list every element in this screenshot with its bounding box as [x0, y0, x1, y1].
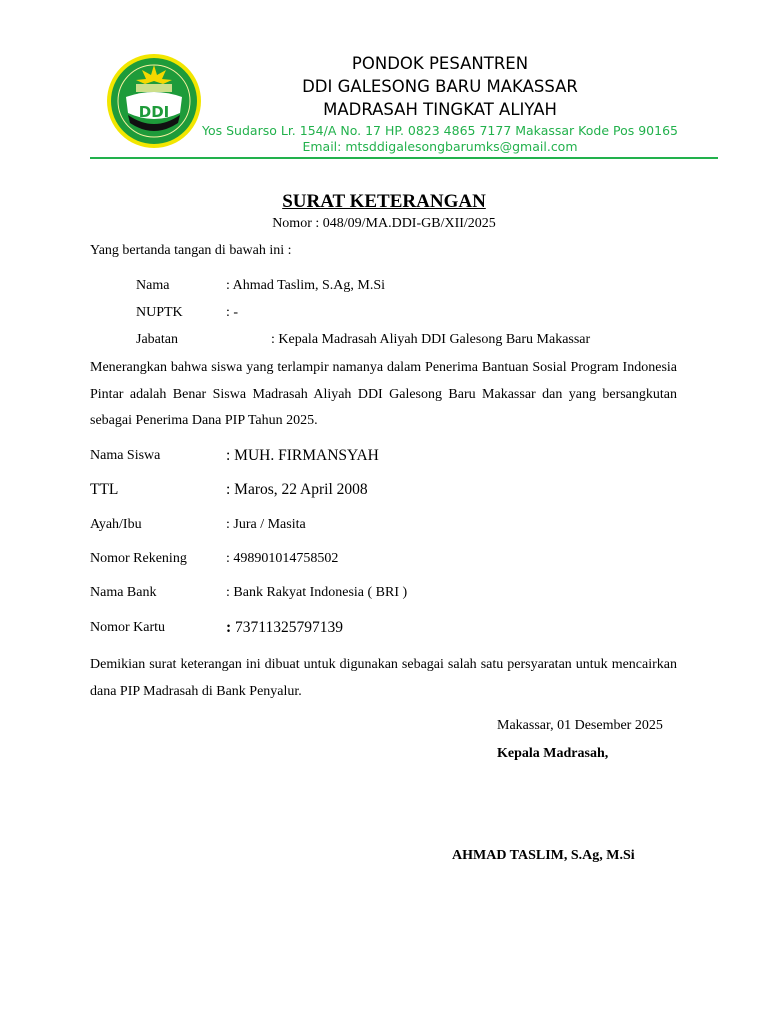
- signer-nuptk-label: NUPTK: [136, 305, 183, 320]
- header-divider: [90, 157, 718, 159]
- letter-number: Nomor : 048/09/MA.DDI-GB/XII/2025: [272, 216, 496, 231]
- signer-name-value: : Ahmad Taslim, S.Ag, M.Si: [226, 278, 386, 293]
- logo-text: DDI: [138, 103, 170, 121]
- student-parents-label: Ayah/Ibu: [90, 517, 142, 532]
- header-line2: DDI GALESONG BARU MAKASSAR: [302, 77, 578, 96]
- student-card-value: [226, 619, 343, 637]
- student-name-value: : MUH. FIRMANSYAH: [226, 447, 379, 464]
- header-address: Yos Sudarso Lr. 154/A No. 17 HP. 0823 4865 7177 Makassar Kode Pos 90165: [202, 123, 678, 138]
- student-name-label: Nama Siswa: [90, 448, 161, 463]
- place-date: Makassar, 01 Desember 2025: [497, 718, 663, 733]
- signer-title: Kepala Madrasah,: [497, 746, 609, 761]
- student-card-number: 73711325797139: [231, 619, 343, 636]
- signer-position-label: Jabatan: [136, 332, 178, 347]
- header-email: Email: mtsddigalesongbarumks@gmail.com: [302, 139, 578, 154]
- closing-paragraph: Demikian surat keterangan ini dibuat untuk digunakan sebagai salah satu persyaratan untuk mencairkan dana PIP Madrasah di Bank Penyalur.: [90, 657, 677, 699]
- signer-name-label: Nama: [136, 278, 170, 293]
- letter-title: SURAT KETERANGAN: [282, 191, 486, 212]
- student-card-colon: :: [226, 619, 232, 636]
- student-card-label: Nomor Kartu: [90, 620, 166, 635]
- header-line3: MADRASAH TINGKAT ALIYAH: [323, 100, 557, 119]
- student-bank-value: : Bank Rakyat Indonesia ( BRI ): [226, 585, 408, 600]
- student-ttl-value: : Maros, 22 April 2008: [226, 481, 368, 498]
- opening-text: Yang bertanda tangan di bawah ini :: [90, 243, 292, 258]
- school-logo: [106, 53, 202, 149]
- student-bank-label: Nama Bank: [90, 585, 157, 600]
- signer-position-value: : Kepala Madrasah Aliyah DDI Galesong Baru Makassar: [271, 332, 591, 347]
- signer-full-name: AHMAD TASLIM, S.Ag, M.Si: [452, 848, 635, 863]
- signer-nuptk-value: : -: [226, 305, 239, 320]
- student-parents-value: : Jura / Masita: [226, 517, 306, 532]
- student-account-label: Nomor Rekening: [90, 551, 187, 566]
- header-line1: PONDOK PESANTREN: [351, 54, 529, 73]
- statement-paragraph: Menerangkan bahwa siswa yang terlampir namanya dalam Penerima Bantuan Sosial Program Indonesia Pintar adalah Benar Siswa Madrasah Aliyah DDI Galesong Baru Makassar dan yang bersangkutan sebagai Penerima Dana PIP Tahun 2025.: [90, 360, 677, 428]
- student-account-value: : 498901014758502: [226, 551, 339, 566]
- student-ttl-label: TTL: [90, 481, 119, 498]
